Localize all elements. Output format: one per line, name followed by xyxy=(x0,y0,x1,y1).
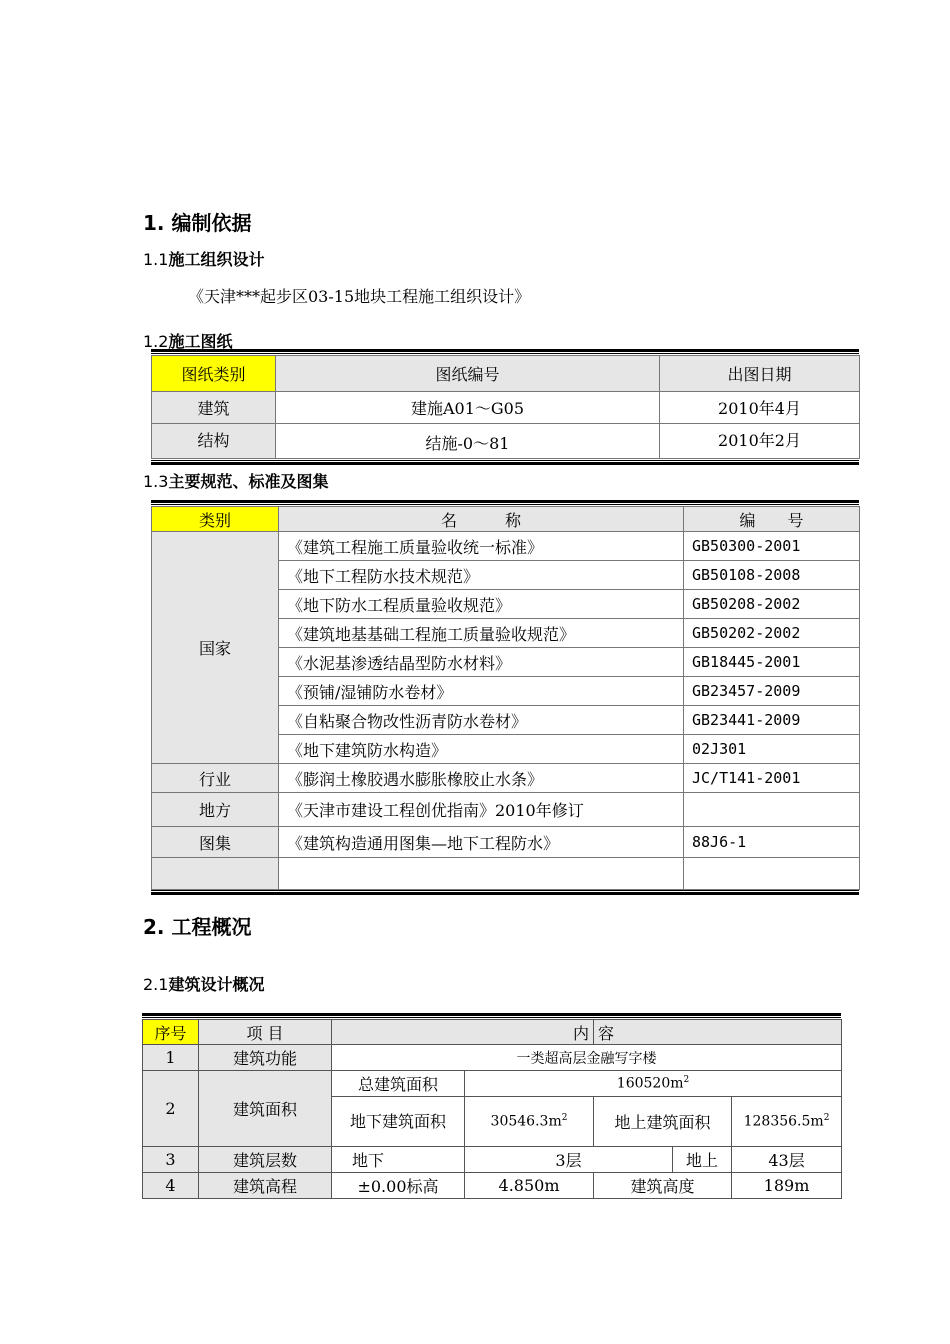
standard-name: 《天津市建设工程创优指南》2010年修订 xyxy=(279,793,684,827)
standards-category-empty xyxy=(152,858,279,890)
drawings-header-category: 图纸类别 xyxy=(152,356,276,392)
table-row xyxy=(152,858,860,890)
standard-name: 《地下建筑防水构造》 xyxy=(279,735,684,764)
arch-row-no: 4 xyxy=(143,1173,199,1199)
arch-row-no: 3 xyxy=(143,1147,199,1173)
standard-name: 《水泥基渗透结晶型防水材料》 xyxy=(279,648,684,677)
arch-above-area-cell xyxy=(732,1097,842,1147)
arch-floors-above-label: 地上 xyxy=(673,1147,732,1173)
table-row xyxy=(143,1071,842,1097)
section-1-3-number: 1.3 xyxy=(143,472,169,491)
arch-floors-under-label: 地下 xyxy=(332,1147,465,1173)
drawings-cell-category: 建筑 xyxy=(152,392,276,424)
section-1-1-title: 施工组织设计 xyxy=(168,250,265,269)
arch-header-no: 序号 xyxy=(143,1020,199,1045)
section-2-1-heading xyxy=(143,972,264,995)
arch-total-area-value: 160520m xyxy=(616,1075,684,1092)
section-1-title: 1. 编制依据 xyxy=(143,211,252,235)
standards-category-national: 国家 xyxy=(152,532,279,764)
standard-name: 《建筑工程施工质量验收统一标准》 xyxy=(279,532,684,561)
sup-2: 2 xyxy=(561,1113,568,1124)
arch-total-area-label: 总建筑面积 xyxy=(332,1071,465,1097)
standard-code: GB18445-2001 xyxy=(684,648,860,677)
arch-under-area-value: 30546.3m xyxy=(490,1113,562,1130)
standards-header-code: 编 号 xyxy=(684,507,860,532)
standards-header-name: 名 称 xyxy=(279,507,684,532)
section-1-2-number: 1.2 xyxy=(143,332,169,351)
section-1-1-heading xyxy=(143,247,264,270)
architecture-table xyxy=(142,1019,842,1199)
standard-name: 《膨润土橡胶遇水膨胀橡胶止水条》 xyxy=(279,764,684,793)
drawings-cell-date: 2010年4月 xyxy=(660,392,860,424)
arch-zero-level-value: 4.850m xyxy=(465,1173,594,1199)
table-row xyxy=(143,1045,842,1071)
table-row xyxy=(152,764,860,793)
standard-code: 88J6-1 xyxy=(684,827,860,858)
section-1-3-heading xyxy=(143,469,328,492)
section-2-title: 2. 工程概况 xyxy=(143,915,252,939)
standard-code: GB23457-2009 xyxy=(684,677,860,706)
arch-header-content-b: 容 xyxy=(594,1020,842,1045)
table-1-3-bottom-rule xyxy=(151,890,859,895)
standard-code: GB50108-2008 xyxy=(684,561,860,590)
standard-name: 《预铺/湿铺防水卷材》 xyxy=(279,677,684,706)
arch-row-item: 建筑面积 xyxy=(199,1071,332,1147)
arch-header-content-a: 内 xyxy=(332,1020,594,1045)
standard-name: 《地下防水工程质量验收规范》 xyxy=(279,590,684,619)
sup-2: 2 xyxy=(683,1075,690,1086)
arch-under-area-cell xyxy=(465,1097,594,1147)
standard-name: 《地下工程防水技术规范》 xyxy=(279,561,684,590)
drawings-cell-date: 2010年2月 xyxy=(660,424,860,459)
section-2-1-title: 建筑设计概况 xyxy=(168,975,265,994)
standard-name: 《建筑地基基础工程施工质量验收规范》 xyxy=(279,619,684,648)
section-1-1-number: 1.1 xyxy=(143,250,169,269)
arch-header-item: 项 目 xyxy=(199,1020,332,1045)
section-1-1-para: 《天津***起步区03-15地块工程施工组织设计》 xyxy=(188,287,531,306)
drawings-cell-number: 结施-0～81 xyxy=(276,424,660,459)
standard-name xyxy=(279,858,684,890)
standards-header-category: 类别 xyxy=(152,507,279,532)
standard-code: GB50202-2002 xyxy=(684,619,860,648)
section-1-3-title: 主要规范、标准及图集 xyxy=(168,472,329,491)
arch-height-label: 建筑高度 xyxy=(594,1173,732,1199)
table-row xyxy=(152,827,860,858)
standard-code: 02J301 xyxy=(684,735,860,764)
standard-name: 《建筑构造通用图集—地下工程防水》 xyxy=(279,827,684,858)
drawings-cell-category: 结构 xyxy=(152,424,276,459)
arch-under-area-label: 地下建筑面积 xyxy=(332,1097,465,1147)
table-row xyxy=(152,392,860,424)
arch-height-value: 189m xyxy=(732,1173,842,1199)
standard-code xyxy=(684,858,860,890)
arch-above-area-value: 128356.5m xyxy=(743,1113,824,1130)
arch-row-no: 1 xyxy=(143,1045,199,1071)
table-row xyxy=(152,793,860,827)
drawings-header-date: 出图日期 xyxy=(660,356,860,392)
table-2-1-top-rule xyxy=(142,1013,841,1018)
sup-2: 2 xyxy=(823,1113,830,1124)
standards-table xyxy=(151,506,860,890)
arch-zero-level-label: ±0.00标高 xyxy=(332,1173,465,1199)
standards-category-local: 地方 xyxy=(152,793,279,827)
arch-function-value: 一类超高层金融写字楼 xyxy=(332,1045,842,1071)
table-1-3-top-rule xyxy=(151,500,859,505)
drawings-table xyxy=(151,355,860,459)
arch-row-item: 建筑层数 xyxy=(199,1147,332,1173)
arch-row-item: 建筑高程 xyxy=(199,1173,332,1199)
table-row xyxy=(152,424,860,459)
arch-above-area-label: 地上建筑面积 xyxy=(594,1097,732,1147)
arch-floors-above-value: 43层 xyxy=(732,1147,842,1173)
standard-code: GB50208-2002 xyxy=(684,590,860,619)
section-2-1-number: 2.1 xyxy=(143,975,169,994)
arch-floors-under-value: 3层 xyxy=(465,1147,673,1173)
table-row xyxy=(143,1147,842,1173)
section-1-2-title: 施工图纸 xyxy=(168,332,233,351)
standards-category-atlas: 图集 xyxy=(152,827,279,858)
drawings-header-number: 图纸编号 xyxy=(276,356,660,392)
table-row xyxy=(152,532,860,561)
arch-row-no: 2 xyxy=(143,1071,199,1147)
standard-name: 《自粘聚合物改性沥青防水卷材》 xyxy=(279,706,684,735)
table-1-2-bottom-rule xyxy=(151,460,859,465)
standard-code: GB50300-2001 xyxy=(684,532,860,561)
standards-category-industry: 行业 xyxy=(152,764,279,793)
table-1-2-top-rule xyxy=(151,349,859,354)
standard-code: GB23441-2009 xyxy=(684,706,860,735)
standard-code: JC/T141-2001 xyxy=(684,764,860,793)
table-row xyxy=(143,1173,842,1199)
arch-total-area-cell xyxy=(465,1071,842,1097)
standard-code xyxy=(684,793,860,827)
arch-row-item: 建筑功能 xyxy=(199,1045,332,1071)
drawings-cell-number: 建施A01～G05 xyxy=(276,392,660,424)
